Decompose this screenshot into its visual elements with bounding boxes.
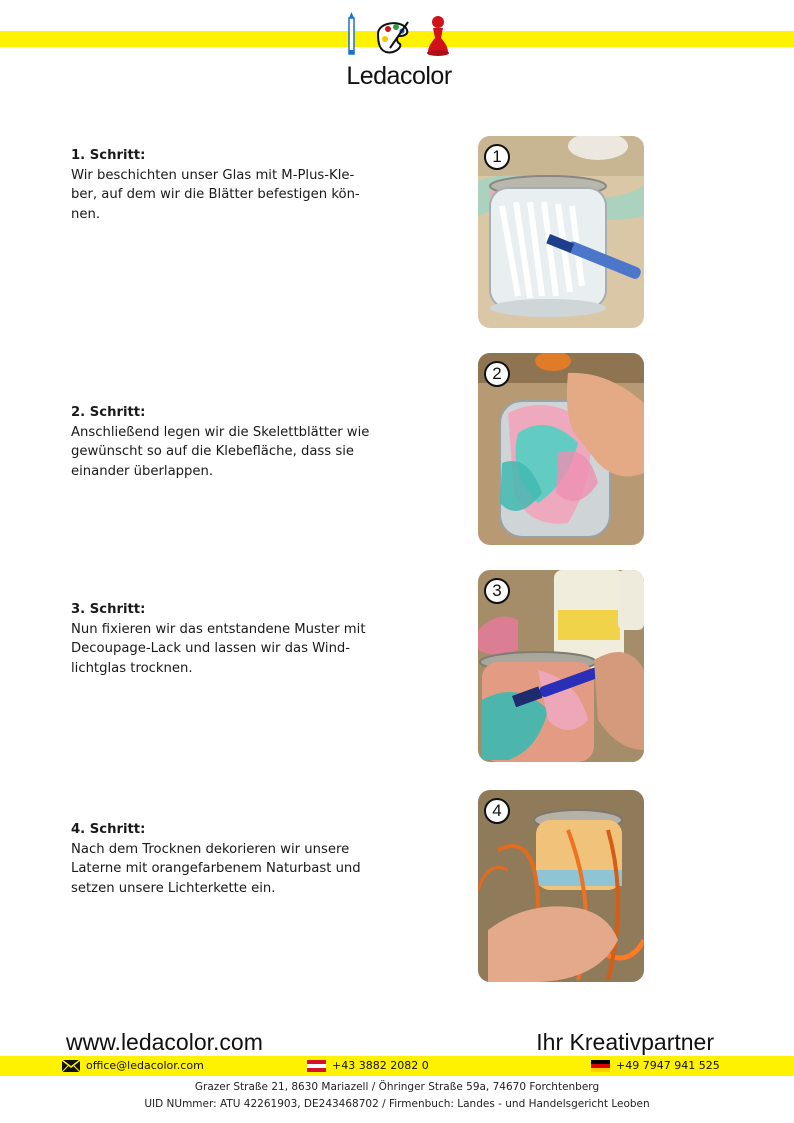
step-2-text bbox=[71, 403, 371, 481]
step-number-badge: 2 bbox=[484, 361, 510, 387]
austria-flag-icon bbox=[307, 1060, 326, 1072]
palette-icon bbox=[378, 22, 408, 52]
step-description: Anschließend legen wir die Skelettblätter wie gewünscht so auf die Klebefläche, dass sie einander überlappen. bbox=[71, 424, 370, 479]
company-legal-info: UID NUmmer: ATU 42261903, DE243468702 / Firmenbuch: Landes - und Handelsgericht Leoben bbox=[144, 1098, 650, 1110]
phone-austria[interactable] bbox=[307, 1058, 429, 1074]
phone-number-at[interactable]: +43 3882 2082 0 bbox=[332, 1059, 429, 1072]
brand-logo[interactable] bbox=[338, 12, 456, 92]
step-4-photo bbox=[478, 790, 644, 982]
game-piece-icon bbox=[427, 16, 449, 56]
step-1-text bbox=[71, 146, 371, 224]
step-description: Nach dem Trocknen dekorieren wir unsere Laterne mit orangefarbenem Naturbast und setzen unsere Lichterkette ein. bbox=[71, 841, 361, 896]
step-title: 3. Schritt: bbox=[71, 602, 146, 617]
company-address: Grazer Straße 21, 8630 Mariazell / Öhringer Straße 59a, 74670 Forchtenberg bbox=[194, 1081, 600, 1093]
pencil-icon bbox=[349, 12, 354, 54]
phone-number-de[interactable]: +49 7947 941 525 bbox=[616, 1059, 720, 1072]
step-number-badge: 3 bbox=[484, 578, 510, 604]
step-title: 4. Schritt: bbox=[71, 822, 146, 837]
step-description: Wir beschichten unser Glas mit M-Plus-Kle- ber, auf dem wir die Blätter befestigen kön- nen. bbox=[71, 167, 360, 222]
step-title: 2. Schritt: bbox=[71, 405, 146, 420]
tagline: Ihr Kreativpartner bbox=[536, 1029, 714, 1055]
envelope-icon bbox=[62, 1060, 80, 1072]
step-number-badge: 1 bbox=[484, 144, 510, 170]
step-3-text bbox=[71, 600, 371, 678]
phone-germany[interactable] bbox=[591, 1058, 720, 1074]
email-contact[interactable] bbox=[62, 1058, 204, 1074]
step-2-photo bbox=[478, 353, 644, 545]
email-address[interactable]: office@ledacolor.com bbox=[86, 1059, 204, 1072]
step-4-text bbox=[71, 820, 371, 898]
logo-icons bbox=[338, 12, 456, 64]
step-1-photo bbox=[478, 136, 644, 328]
step-3-photo bbox=[478, 570, 644, 762]
germany-flag-icon bbox=[591, 1060, 610, 1072]
step-description: Nun fixieren wir das entstandene Muster mit Decoupage-Lack und lassen wir das Wind- lichtglas trocknen. bbox=[71, 621, 366, 676]
brand-name: Ledacolor bbox=[338, 62, 460, 91]
step-number-badge: 4 bbox=[484, 798, 510, 824]
step-title: 1. Schritt: bbox=[71, 148, 146, 163]
website-link[interactable]: www.ledacolor.com bbox=[66, 1029, 263, 1055]
